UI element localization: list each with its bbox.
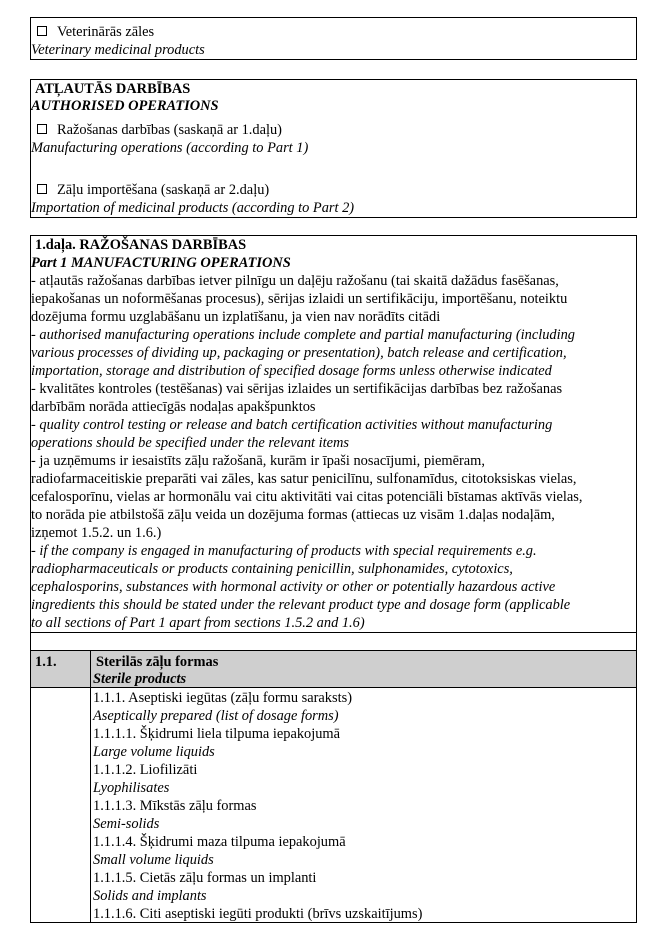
table-item: Semi-solids <box>93 816 160 832</box>
part1-text-line: to all sections of Part 1 apart from sections 1.5.2 and 1.6) <box>31 615 365 631</box>
table-item: 1.1.1.3. Mīkstās zāļu formas <box>93 798 257 814</box>
table-item: Large volume liquids <box>93 744 215 760</box>
part1-text-line: operations should be specified under the relevant items <box>31 435 349 451</box>
table-item: Small volume liquids <box>93 852 214 868</box>
table-item: Aseptically prepared (list of dosage forms) <box>93 708 339 724</box>
table-item: 1.1.1.6. Citi aseptiski iegūti produkti (brīvs uzskaitījums) <box>93 906 423 922</box>
part1-text-line: izņemot 1.5.2. un 1.6.) <box>31 525 162 541</box>
part1-text-line: - atļautās ražošanas darbības ietver pilnīgu un daļēju ražošanu (tai skaitā dažādus fasēšanas, <box>31 273 559 289</box>
table-item: 1.1.1.5. Cietās zāļu formas un implanti <box>93 870 317 886</box>
part1-text-line: importation, storage and distribution of specified dosage forms unless otherwise indicated <box>31 363 552 379</box>
table-section-number: 1.1. <box>35 654 57 670</box>
import-option-en: Importation of medicinal products (according to Part 2) <box>31 200 355 216</box>
table-item: 1.1.1.4. Šķidrumi maza tilpuma iepakojumā <box>93 834 346 850</box>
table-item: 1.1.1.1. Šķidrumi liela tilpuma iepakojumā <box>93 726 341 742</box>
table-column-divider <box>90 650 91 922</box>
part1-text-line: dozējuma formu uzglabāšanu un izplatīšanu, ja vien nav norādīts citādi <box>31 309 441 325</box>
part1-text-line: - if the company is engaged in manufacturing of products with special requirements e.g. <box>31 543 537 559</box>
manufacturing-option-lv: Ražošanas darbības (saskaņā ar 1.daļu) <box>57 122 282 138</box>
manufacturing-option-en: Manufacturing operations (according to Part 1) <box>31 140 309 156</box>
part1-text-line: iepakošanas un noformēšanas procesus), sērijas izlaidi un sertifikāciju, importēšanu, noteiktu <box>31 291 568 307</box>
table-section-title-lv: Sterilās zāļu formas <box>96 654 219 670</box>
veterinary-checkbox-row[interactable] <box>37 23 154 41</box>
part1-text-line: to norāda pie atbilstošā zāļu veida un dozējuma formas (attiecas uz visām 1.daļas nodaļām, <box>31 507 555 523</box>
part1-text-line: radiopharmaceuticals or products containing penicillin, sulphonamides, cytotoxics, <box>31 561 513 577</box>
table-header-top <box>30 650 637 651</box>
table-item: Lyophilisates <box>93 780 170 796</box>
import-checkbox[interactable] <box>37 184 47 194</box>
import-option-row[interactable] <box>37 181 269 199</box>
part1-text-line: - ja uzņēmums ir iesaistīts zāļu ražošanā, kurām ir īpaši nosacījumi, piemēram, <box>31 453 485 469</box>
part1-title-en: Part 1 MANUFACTURING OPERATIONS <box>31 255 291 271</box>
manufacturing-checkbox[interactable] <box>37 124 47 134</box>
part1-text-line: ingredients this should be stated under the relevant product type and dosage form (applicable <box>31 597 571 613</box>
part1-text-line: - authorised manufacturing operations include complete and partial manufacturing (including <box>31 327 575 343</box>
part1-text-line: cephalosporins, substances with hormonal activity or other or potentially hazardous active <box>31 579 556 595</box>
veterinary-label-lv: Veterinārās zāles <box>57 24 155 40</box>
table-section-title-en: Sterile products <box>93 671 187 687</box>
authorised-title-lv: ATĻAUTĀS DARBĪBAS <box>35 81 191 97</box>
veterinary-label-en: Veterinary medicinal products <box>31 42 205 58</box>
part1-text-line: cefalosporīnu, vielas ar hormonālu vai citu aktivitāti vai citas potenciāli bīstamas aktīvās vielas, <box>31 489 583 505</box>
part1-text-line: radiofarmaceitiskie preparāti vai zāles, kas satur penicilīnu, sulfonamīdus, citotoksiskas vielas, <box>31 471 577 487</box>
veterinary-checkbox[interactable] <box>37 26 47 36</box>
part1-title-lv: 1.daļa. RAŽOŠANAS DARBĪBAS <box>35 237 247 253</box>
table-item: 1.1.1.2. Liofilizāti <box>93 762 198 778</box>
import-option-lv: Zāļu importēšana (saskaņā ar 2.daļu) <box>57 182 270 198</box>
table-item: Solids and implants <box>93 888 207 904</box>
manufacturing-option-row[interactable] <box>37 121 282 139</box>
part1-text-line: darbībām norāda attiecīgās nodaļas apakšpunktos <box>31 399 316 415</box>
part1-text-line: - quality control testing or release and batch certification activities without manufacturing <box>31 417 553 433</box>
part1-text-line: various processes of dividing up, packaging or presentation), batch release and certification, <box>31 345 567 361</box>
table-top-border <box>30 632 637 633</box>
table-item: 1.1.1. Aseptiski iegūtas (zāļu formu saraksts) <box>93 690 352 706</box>
part1-text-line: - kvalitātes kontroles (testēšanas) vai sērijas izlaides un sertifikācijas darbības bez ražošanas <box>31 381 563 397</box>
authorised-title-en: AUTHORISED OPERATIONS <box>31 98 219 114</box>
